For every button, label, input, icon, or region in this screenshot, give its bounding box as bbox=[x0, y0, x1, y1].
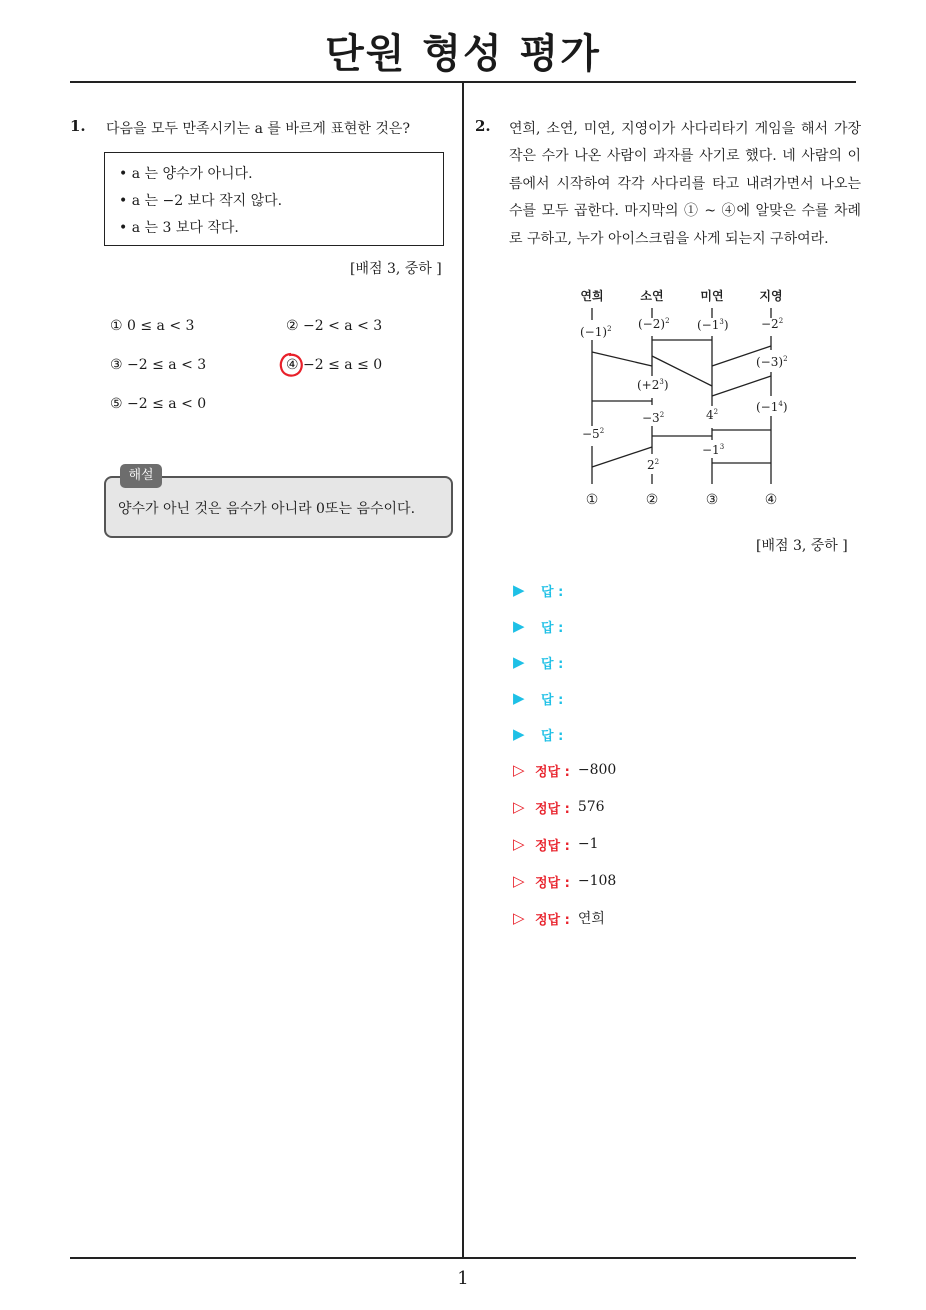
ladder-value: $-2^2$ bbox=[761, 317, 784, 331]
correct-answer-value: 576 bbox=[577, 799, 605, 815]
q1-choice-2[interactable]: ② −2 < a < 3 bbox=[286, 318, 383, 334]
ladder-value: $-1^3$ bbox=[702, 443, 725, 457]
q1-choice-4[interactable]: ④ −2 ≤ a ≤ 0 bbox=[286, 357, 383, 373]
ladder-value: $(-1)^2$ bbox=[580, 325, 612, 339]
correct-answer-4 bbox=[513, 870, 616, 892]
answer-blank-label: 답 : bbox=[541, 728, 564, 744]
ladder-name-yeonhui: 연희 bbox=[580, 289, 604, 303]
correct-answer-value: 연희 bbox=[577, 911, 605, 927]
q1-choice-5[interactable]: ⑤ −2 ≤ a < 0 bbox=[110, 396, 207, 412]
q1-conditions-box bbox=[104, 152, 444, 246]
ladder-name-soyeon: 소연 bbox=[640, 289, 664, 303]
answer-blank-label: 답 : bbox=[541, 584, 564, 600]
q2-number: 2. bbox=[475, 117, 491, 135]
ladder-name-jiyeong: 지영 bbox=[759, 289, 783, 303]
correct-answer-3 bbox=[513, 833, 598, 855]
q1-choice-1[interactable]: ① 0 ≤ a < 3 bbox=[110, 318, 195, 334]
outline-play-icon: ▷ bbox=[513, 909, 525, 927]
ladder-value: $4^2$ bbox=[706, 408, 719, 422]
q2-question: 연희, 소연, 미연, 지영이가 사다리타기 게임을 해서 가장 작은 수가 나온 사람이 과자를 사기로 했다. 네 사람의 이름에서 시작하여 각각 사다리를 타고 내려가면서 나오는 수를 모두 곱한다. 마지막의 ① ~ ④에 알맞은 수를 차례로 구하고, 누가 아이스크림을 사게 되는지 구하여라. bbox=[509, 121, 861, 247]
q2-score: [배점 3, 중하 ] bbox=[756, 538, 848, 554]
correct-answer-label: 정답 : bbox=[535, 875, 570, 891]
outline-play-icon: ▷ bbox=[513, 798, 525, 816]
answer-blank-label: 답 : bbox=[541, 692, 564, 708]
correct-answer-1 bbox=[513, 759, 616, 781]
page-title: 단원 형성 평가 bbox=[325, 31, 601, 77]
ladder-bottom-1: ① bbox=[585, 492, 599, 508]
play-icon: ▶ bbox=[513, 725, 525, 743]
play-icon: ▶ bbox=[513, 653, 525, 671]
correct-answer-value: −1 bbox=[577, 836, 599, 852]
q1-choice-3[interactable]: ③ −2 ≤ a < 3 bbox=[110, 357, 207, 373]
correct-answer-2 bbox=[513, 796, 605, 818]
q1-question: 다음을 모두 만족시키는 a 를 바르게 표현한 것은? bbox=[106, 121, 410, 137]
ladder-value: $(-1^3)$ bbox=[697, 318, 729, 332]
correct-answer-value: −800 bbox=[577, 762, 617, 778]
answer-blank-label: 답 : bbox=[541, 620, 564, 636]
ladder-bottom-2: ② bbox=[645, 492, 659, 508]
solution-label: 해설 bbox=[120, 464, 162, 488]
correct-answer-label: 정답 : bbox=[535, 801, 570, 817]
play-icon: ▶ bbox=[513, 581, 525, 599]
play-icon: ▶ bbox=[513, 689, 525, 707]
ladder-bottom-3: ③ bbox=[705, 492, 719, 508]
q1-condition: • a 는 양수가 아니다. bbox=[119, 166, 253, 182]
answer-mark-circle bbox=[277, 350, 305, 380]
outline-play-icon: ▷ bbox=[513, 872, 525, 890]
play-icon: ▶ bbox=[513, 617, 525, 635]
ladder-value: $(-1^4)$ bbox=[756, 400, 788, 414]
ladder-bottom-4: ④ bbox=[764, 492, 778, 508]
q1-condition: • a 는 3 보다 작다. bbox=[119, 220, 239, 236]
answer-blank-3[interactable] bbox=[513, 651, 563, 673]
ladder-name-miyeon: 미연 bbox=[700, 289, 724, 303]
correct-answer-label: 정답 : bbox=[535, 764, 570, 780]
answer-blank-label: 답 : bbox=[541, 656, 564, 672]
ladder-rungs bbox=[592, 340, 771, 467]
solution-text: 양수가 아닌 것은 음수가 아니라 0또는 음수이다. bbox=[118, 501, 416, 517]
ladder-value: $2^2$ bbox=[647, 458, 660, 472]
correct-answer-label: 정답 : bbox=[535, 838, 570, 854]
q1-score: [배점 3, 중하 ] bbox=[350, 261, 442, 277]
ladder-value: $(-3)^2$ bbox=[756, 355, 788, 369]
ladder-value: $-5^2$ bbox=[582, 427, 605, 441]
correct-answer-5 bbox=[513, 907, 605, 929]
ladder-value: $(+2^3)$ bbox=[637, 378, 669, 392]
correct-answer-label: 정답 : bbox=[535, 912, 570, 928]
answer-blank-2[interactable] bbox=[513, 615, 563, 637]
bottom-rule bbox=[70, 1257, 856, 1259]
answer-blank-1[interactable] bbox=[513, 579, 563, 601]
q1-condition: • a 는 −2 보다 작지 않다. bbox=[119, 193, 283, 209]
answer-blank-4[interactable] bbox=[513, 687, 563, 709]
ladder-diagram bbox=[560, 280, 800, 510]
outline-play-icon: ▷ bbox=[513, 835, 525, 853]
page-number: 1 bbox=[457, 1268, 469, 1289]
q1-number: 1. bbox=[70, 117, 86, 135]
answer-blank-5[interactable] bbox=[513, 723, 563, 745]
correct-answer-value: −108 bbox=[577, 873, 617, 889]
outline-play-icon: ▷ bbox=[513, 761, 525, 779]
ladder-value: $(-2)^2$ bbox=[638, 317, 670, 331]
ladder-value: $-3^2$ bbox=[642, 411, 665, 425]
column-divider bbox=[462, 82, 464, 1259]
